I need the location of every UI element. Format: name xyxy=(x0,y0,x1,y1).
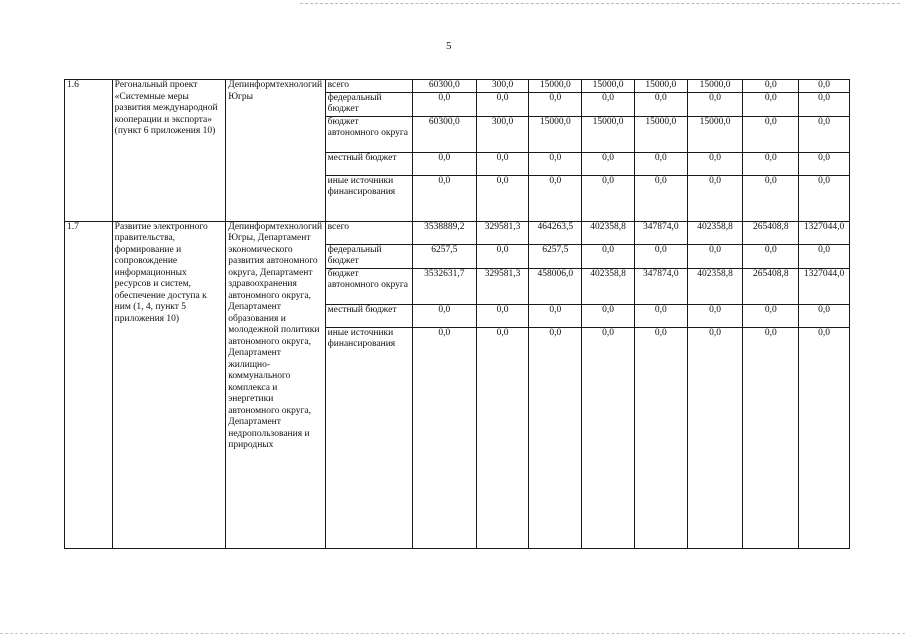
row-index: 1.7 xyxy=(65,221,113,548)
amount-cell: 0,0 xyxy=(412,304,476,327)
budget-table xyxy=(64,79,850,549)
funding-source: федеральный бюджет xyxy=(325,244,412,268)
amount-cell: 0,0 xyxy=(582,175,635,221)
amount-cell: 0,0 xyxy=(799,327,850,548)
amount-cell: 15000,0 xyxy=(529,116,582,152)
amount-cell: 0,0 xyxy=(634,304,687,327)
amount-cell: 0,0 xyxy=(743,327,799,548)
amount-cell: 1327044,0 xyxy=(799,221,850,244)
amount-cell: 0,0 xyxy=(412,92,476,116)
amount-cell: 0,0 xyxy=(529,327,582,548)
page-number: 5 xyxy=(446,40,452,52)
amount-cell: 0,0 xyxy=(687,244,743,268)
amount-cell: 0,0 xyxy=(687,304,743,327)
amount-cell: 0,0 xyxy=(799,152,850,175)
amount-cell: 0,0 xyxy=(476,92,529,116)
amount-cell: 0,0 xyxy=(582,244,635,268)
table-row xyxy=(65,221,850,244)
amount-cell: 0,0 xyxy=(476,175,529,221)
table-row xyxy=(65,80,850,93)
executor: Депинформтехнологий Югры xyxy=(226,80,325,222)
amount-cell: 6257,5 xyxy=(412,244,476,268)
amount-cell: 0,0 xyxy=(799,175,850,221)
amount-cell: 15000,0 xyxy=(582,80,635,93)
amount-cell: 0,0 xyxy=(743,244,799,268)
amount-cell: 402358,8 xyxy=(582,221,635,244)
amount-cell: 1327044,0 xyxy=(799,268,850,304)
amount-cell: 0,0 xyxy=(743,80,799,93)
amount-cell: 0,0 xyxy=(529,92,582,116)
amount-cell: 0,0 xyxy=(529,152,582,175)
funding-source: бюджет автономного округа xyxy=(325,116,412,152)
amount-cell: 15000,0 xyxy=(634,116,687,152)
amount-cell: 0,0 xyxy=(687,175,743,221)
amount-cell: 3538889,2 xyxy=(412,221,476,244)
amount-cell: 329581,3 xyxy=(476,268,529,304)
amount-cell: 3532631,7 xyxy=(412,268,476,304)
funding-source: иные источники финансирования xyxy=(325,327,412,548)
amount-cell: 0,0 xyxy=(412,175,476,221)
amount-cell: 0,0 xyxy=(634,175,687,221)
scan-edge-bottom xyxy=(0,633,905,634)
funding-source: местный бюджет xyxy=(325,152,412,175)
amount-cell: 0,0 xyxy=(582,92,635,116)
amount-cell: 0,0 xyxy=(799,116,850,152)
amount-cell: 0,0 xyxy=(529,304,582,327)
funding-source: иные источники финансирования xyxy=(325,175,412,221)
funding-source: всего xyxy=(325,80,412,93)
funding-source: всего xyxy=(325,221,412,244)
amount-cell: 0,0 xyxy=(799,304,850,327)
amount-cell: 0,0 xyxy=(412,152,476,175)
amount-cell: 300,0 xyxy=(476,80,529,93)
program-name: Развитие электронного правительства, формирование и сопровождение информационных ресурсов и систем, обеспечение доступа к ним (1, 4, пункт 5 приложения 10) xyxy=(112,221,226,548)
amount-cell: 0,0 xyxy=(634,244,687,268)
amount-cell: 402358,8 xyxy=(582,268,635,304)
row-index: 1.6 xyxy=(65,80,113,222)
amount-cell: 0,0 xyxy=(687,327,743,548)
amount-cell: 0,0 xyxy=(476,304,529,327)
amount-cell: 0,0 xyxy=(634,92,687,116)
amount-cell: 0,0 xyxy=(743,152,799,175)
funding-source: бюджет автономного округа xyxy=(325,268,412,304)
amount-cell: 0,0 xyxy=(412,327,476,548)
amount-cell: 0,0 xyxy=(799,244,850,268)
amount-cell: 0,0 xyxy=(743,175,799,221)
scan-edge-top xyxy=(300,3,900,4)
amount-cell: 0,0 xyxy=(476,327,529,548)
amount-cell: 0,0 xyxy=(799,80,850,93)
amount-cell: 265408,8 xyxy=(743,221,799,244)
amount-cell: 0,0 xyxy=(687,92,743,116)
funding-source: местный бюджет xyxy=(325,304,412,327)
amount-cell: 0,0 xyxy=(476,244,529,268)
amount-cell: 265408,8 xyxy=(743,268,799,304)
amount-cell: 300,0 xyxy=(476,116,529,152)
amount-cell: 0,0 xyxy=(799,92,850,116)
amount-cell: 0,0 xyxy=(743,92,799,116)
amount-cell: 0,0 xyxy=(529,175,582,221)
amount-cell: 15000,0 xyxy=(582,116,635,152)
amount-cell: 347874,0 xyxy=(634,268,687,304)
amount-cell: 15000,0 xyxy=(634,80,687,93)
amount-cell: 15000,0 xyxy=(687,80,743,93)
program-name: Регональный проект «Системные меры развития международной кооперации и экспорта» (пункт 6 приложения 10) xyxy=(112,80,226,222)
amount-cell: 0,0 xyxy=(634,152,687,175)
amount-cell: 60300,0 xyxy=(412,116,476,152)
amount-cell: 60300,0 xyxy=(412,80,476,93)
executor: Депинформтехнологий Югры, Департамент экономического развития автономного округа, Департамент здравоохранения автономного округа, Департамент образования и молодежной политики автономного округа, Департамент жилищно-коммунального комплекса и энергетики автономного округа, Департамент недропользования и природных xyxy=(226,221,325,548)
funding-source: федеральный бюджет xyxy=(325,92,412,116)
amount-cell: 402358,8 xyxy=(687,268,743,304)
amount-cell: 0,0 xyxy=(582,327,635,548)
amount-cell: 464263,5 xyxy=(529,221,582,244)
amount-cell: 329581,3 xyxy=(476,221,529,244)
amount-cell: 0,0 xyxy=(634,327,687,548)
amount-cell: 0,0 xyxy=(743,116,799,152)
amount-cell: 6257,5 xyxy=(529,244,582,268)
amount-cell: 15000,0 xyxy=(687,116,743,152)
amount-cell: 0,0 xyxy=(743,304,799,327)
amount-cell: 402358,8 xyxy=(687,221,743,244)
amount-cell: 458006,0 xyxy=(529,268,582,304)
amount-cell: 0,0 xyxy=(582,304,635,327)
amount-cell: 347874,0 xyxy=(634,221,687,244)
amount-cell: 0,0 xyxy=(687,152,743,175)
amount-cell: 0,0 xyxy=(582,152,635,175)
amount-cell: 0,0 xyxy=(476,152,529,175)
amount-cell: 15000,0 xyxy=(529,80,582,93)
